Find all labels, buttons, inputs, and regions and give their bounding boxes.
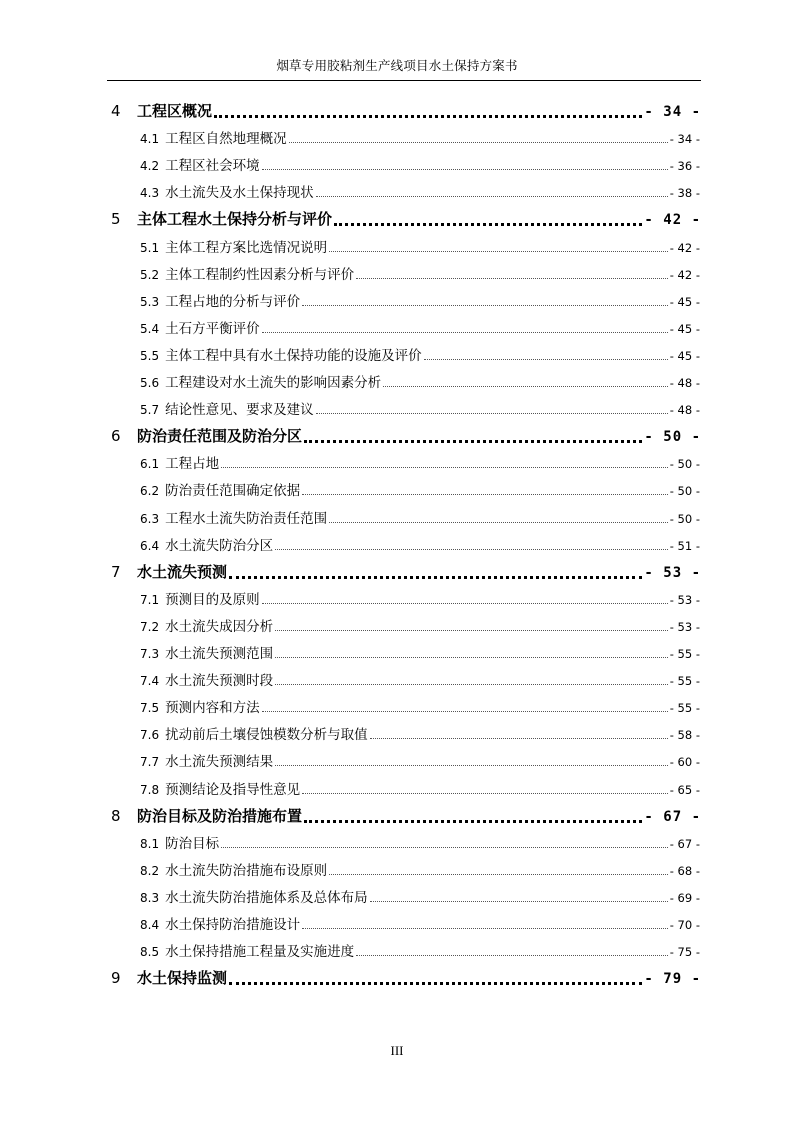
toc-entry-page: - 45 - xyxy=(669,348,700,363)
toc-section-entry[interactable] xyxy=(140,886,700,906)
toc-section-entry[interactable] xyxy=(140,181,700,201)
toc-dot-leader xyxy=(214,115,642,118)
toc-dot-leader xyxy=(302,928,668,929)
toc-section-entry[interactable] xyxy=(140,398,700,418)
toc-section-entry[interactable] xyxy=(140,479,700,499)
toc-entry-title: 工程区概况 xyxy=(137,102,213,120)
toc-entry-page: - 50 - xyxy=(644,429,701,446)
toc-section-entry[interactable] xyxy=(140,263,700,283)
toc-dot-leader xyxy=(316,413,668,414)
toc-entry-number: 7.4 xyxy=(140,674,160,689)
toc-dot-leader xyxy=(229,576,642,579)
toc-section-entry[interactable] xyxy=(140,127,700,147)
toc-entry-number: 7.6 xyxy=(140,728,160,743)
toc-section-entry[interactable] xyxy=(140,940,700,960)
toc-chapter-entry[interactable] xyxy=(111,425,701,446)
toc-entry-page: - 48 - xyxy=(669,376,700,390)
toc-entry-page: - 50 - xyxy=(669,457,700,472)
toc-entry-number: 7 xyxy=(111,562,121,581)
toc-entry-number: 4.1 xyxy=(140,132,160,147)
toc-section-entry[interactable] xyxy=(140,615,700,635)
toc-dot-leader xyxy=(275,684,668,685)
toc-dot-leader xyxy=(356,278,668,279)
toc-entry-page: - 36 - xyxy=(669,159,700,174)
toc-entry-title: 主体工程中具有水土保持功能的设施及评价 xyxy=(165,347,422,364)
toc-dot-leader xyxy=(262,711,668,712)
toc-section-entry[interactable] xyxy=(140,507,700,527)
toc-dot-leader xyxy=(275,657,668,658)
toc-entry-title: 防治责任范围确定依据 xyxy=(165,483,301,500)
running-header: 烟草专用胶粘剂生产线项目水土保持方案书 xyxy=(276,58,518,73)
toc-entry-page: - 60 - xyxy=(669,755,700,770)
toc-dot-leader xyxy=(221,467,668,468)
toc-dot-leader xyxy=(316,196,668,197)
toc-section-entry[interactable] xyxy=(140,913,700,933)
toc-dot-leader xyxy=(221,847,668,848)
toc-entry-number: 7.8 xyxy=(140,782,160,797)
toc-dot-leader xyxy=(289,142,668,143)
toc-entry-title: 水土流失成因分析 xyxy=(165,618,274,635)
toc-entry-title: 水土保持措施工程量及实施进度 xyxy=(165,944,355,961)
toc-dot-leader xyxy=(304,440,642,443)
toc-entry-number: 5.1 xyxy=(140,240,160,255)
toc-entry-number: 6.1 xyxy=(140,457,160,472)
toc-entry-page: - 68 - xyxy=(669,863,700,878)
toc-chapter-entry[interactable] xyxy=(111,208,701,229)
toc-entry-number: 8.3 xyxy=(140,890,160,905)
toc-dot-leader xyxy=(329,522,668,523)
toc-entry-title: 水土流失预测结果 xyxy=(165,754,274,771)
toc-entry-title: 水土流失预测 xyxy=(137,562,228,581)
toc-entry-number: 8.2 xyxy=(140,863,160,878)
toc-entry-page: - 55 - xyxy=(669,674,700,689)
toc-dot-leader xyxy=(275,549,668,550)
toc-entry-title: 水土流失防治措施布设原则 xyxy=(165,862,328,879)
toc-entry-number: 8.1 xyxy=(140,836,160,851)
toc-entry-title: 工程占地的分析与评价 xyxy=(165,293,301,310)
toc-section-entry[interactable] xyxy=(140,832,700,852)
toc-entry-title: 水土流失预测范围 xyxy=(165,646,274,662)
toc-entry-title: 水土保持防治措施设计 xyxy=(165,917,301,933)
toc-entry-title: 工程建设对水土流失的影响因素分析 xyxy=(165,375,382,391)
toc-chapter-entry[interactable] xyxy=(111,100,701,121)
toc-entry-page: - 45 - xyxy=(669,294,700,309)
toc-entry-number: 5.5 xyxy=(140,348,160,363)
toc-section-entry[interactable] xyxy=(140,154,700,174)
toc-dot-leader xyxy=(302,305,668,306)
toc-chapter-entry[interactable] xyxy=(111,561,701,582)
toc-entry-title: 结论性意见、要求及建议 xyxy=(165,402,314,419)
toc-entry-number: 8.5 xyxy=(140,945,160,960)
toc-entry-title: 预测内容和方法 xyxy=(165,700,260,717)
toc-entry-number: 5.6 xyxy=(140,376,160,390)
toc-section-entry[interactable] xyxy=(140,696,700,716)
toc-entry-number: 7.1 xyxy=(140,592,160,607)
toc-dot-leader xyxy=(383,386,668,387)
toc-entry-page: - 48 - xyxy=(669,403,700,418)
toc-entry-title: 土石方平衡评价 xyxy=(165,320,260,337)
toc-entry-page: - 50 - xyxy=(669,511,700,526)
toc-dot-leader xyxy=(229,982,642,985)
toc-entry-page: - 34 - xyxy=(669,132,700,147)
toc-chapter-entry[interactable] xyxy=(111,967,701,988)
toc-entry-number: 7.7 xyxy=(140,755,160,770)
toc-dot-leader xyxy=(334,223,642,226)
page-number: III xyxy=(390,1043,404,1058)
toc-entry-number: 5.7 xyxy=(140,403,160,418)
toc-entry-title: 水土流失预测时段 xyxy=(165,673,274,690)
toc-dot-leader xyxy=(370,901,668,902)
toc-entry-title: 水土流失防治措施体系及总体布局 xyxy=(165,889,368,906)
toc-section-entry[interactable] xyxy=(140,750,700,770)
toc-entry-title: 工程水土流失防治责任范围 xyxy=(165,510,328,527)
toc-entry-title: 主体工程水土保持分析与评价 xyxy=(137,210,333,229)
toc-entry-number: 5.3 xyxy=(140,294,160,309)
toc-entry-title: 主体工程制约性因素分析与评价 xyxy=(165,266,355,283)
toc-entry-number: 6.3 xyxy=(140,511,160,526)
toc-section-entry[interactable] xyxy=(140,236,700,256)
toc-section-entry[interactable] xyxy=(140,371,700,391)
toc-entry-page: - 45 - xyxy=(669,321,700,336)
toc-entry-title: 预测结论及指导性意见 xyxy=(165,781,301,798)
toc-entry-title: 工程区社会环境 xyxy=(165,158,260,175)
toc-entry-number: 4.3 xyxy=(140,186,160,201)
toc-dot-leader xyxy=(275,630,668,631)
toc-entry-number: 5.2 xyxy=(140,267,160,282)
toc-entry-page: - 38 - xyxy=(669,186,700,201)
toc-section-entry[interactable] xyxy=(140,642,700,662)
toc-dot-leader xyxy=(302,494,668,495)
toc-section-entry[interactable] xyxy=(140,723,700,743)
toc-entry-number: 8.4 xyxy=(140,918,160,932)
toc-dot-leader xyxy=(424,359,668,360)
toc-entry-page: - 34 - xyxy=(644,104,701,120)
toc-dot-leader xyxy=(262,603,668,604)
toc-entry-number: 4 xyxy=(111,102,121,120)
toc-entry-title: 防治目标 xyxy=(165,835,220,852)
toc-entry-number: 5.4 xyxy=(140,321,160,336)
toc-dot-leader xyxy=(262,169,668,170)
toc-section-entry[interactable] xyxy=(140,669,700,689)
toc-entry-title: 水土流失及水土保持现状 xyxy=(165,185,314,202)
toc-entry-page: - 70 - xyxy=(669,918,700,932)
toc-entry-page: - 51 - xyxy=(669,538,700,553)
toc-entry-number: 8 xyxy=(111,806,121,825)
toc-entry-number: 6.2 xyxy=(140,484,160,499)
toc-dot-leader xyxy=(370,738,668,739)
toc-entry-page: - 42 - xyxy=(669,267,700,282)
toc-dot-leader xyxy=(275,765,668,766)
toc-entry-number: 7.2 xyxy=(140,619,160,634)
toc-entry-page: - 67 - xyxy=(669,836,700,851)
toc-entry-number: 6 xyxy=(111,427,121,446)
toc-section-entry[interactable] xyxy=(140,452,700,472)
toc-entry-title: 工程区自然地理概况 xyxy=(165,131,287,148)
toc-entry-number: 9 xyxy=(111,969,121,988)
toc-entry-title: 预测目的及原则 xyxy=(165,591,260,608)
toc-entry-page: - 55 - xyxy=(669,647,700,661)
toc-section-entry[interactable] xyxy=(140,317,700,337)
toc-entry-title: 扰动前后土壤侵蚀模数分析与取值 xyxy=(165,727,368,744)
toc-dot-leader xyxy=(304,820,642,823)
toc-entry-page: - 55 - xyxy=(669,701,700,716)
toc-entry-page: - 58 - xyxy=(669,728,700,743)
toc-entry-number: 6.4 xyxy=(140,538,160,553)
toc-entry-title: 工程占地 xyxy=(165,456,220,473)
toc-chapter-entry[interactable] xyxy=(111,805,701,826)
toc-entry-page: - 50 - xyxy=(669,484,700,499)
toc-dot-leader xyxy=(329,251,668,252)
toc-entry-page: - 42 - xyxy=(644,212,701,229)
toc-section-entry[interactable] xyxy=(140,534,700,554)
toc-entry-page: - 79 - xyxy=(644,971,701,988)
toc-entry-page: - 53 - xyxy=(644,564,701,581)
toc-dot-leader xyxy=(262,332,668,333)
toc-entry-page: - 75 - xyxy=(669,945,700,960)
toc-entry-page: - 53 - xyxy=(669,592,700,607)
toc-entry-number: 5 xyxy=(111,210,121,229)
toc-entry-title: 水土保持监测 xyxy=(137,969,228,988)
toc-entry-title: 主体工程方案比选情况说明 xyxy=(165,239,328,256)
toc-entry-number: 7.5 xyxy=(140,701,160,716)
toc-entry-number: 7.3 xyxy=(140,647,160,661)
toc-entry-number: 4.2 xyxy=(140,159,160,174)
toc-entry-page: - 65 - xyxy=(669,782,700,797)
toc-entry-page: - 53 - xyxy=(669,619,700,634)
toc-entry-title: 防治目标及防治措施布置 xyxy=(137,806,303,825)
toc-entry-page: - 42 - xyxy=(669,240,700,255)
toc-section-entry[interactable] xyxy=(140,290,700,310)
toc-entry-page: - 67 - xyxy=(644,808,701,825)
toc-section-entry[interactable] xyxy=(140,859,700,879)
toc-entry-page: - 69 - xyxy=(669,890,700,905)
toc-dot-leader xyxy=(302,793,668,794)
toc-section-entry[interactable] xyxy=(140,778,700,798)
toc-section-entry[interactable] xyxy=(140,344,700,364)
toc-dot-leader xyxy=(356,955,668,956)
toc-entry-title: 防治责任范围及防治分区 xyxy=(137,427,303,446)
toc-entry-title: 水土流失防治分区 xyxy=(165,537,274,554)
toc-dot-leader xyxy=(329,874,668,875)
toc-section-entry[interactable] xyxy=(140,588,700,608)
